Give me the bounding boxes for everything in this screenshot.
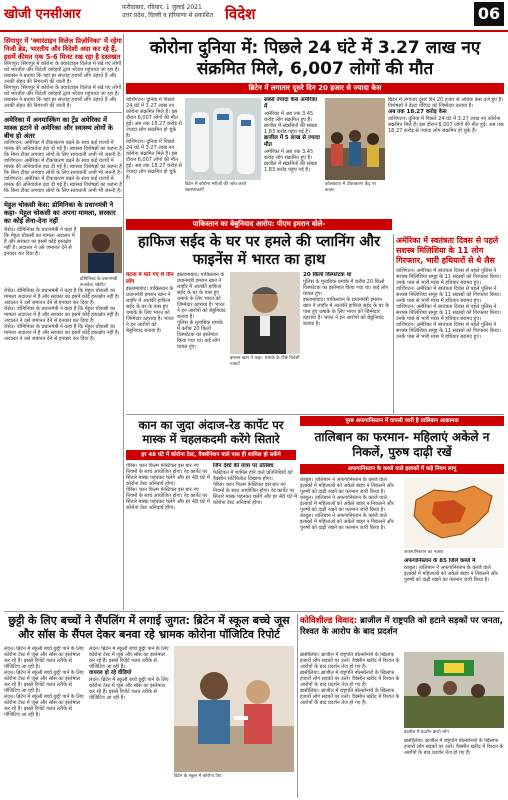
masthead (0, 0, 508, 32)
brazil-headline: ब्राजील में राष्ट्रपति को हटाने सड़कों पर जनता, रिश्वत के आरोप के बाद प्रदर्शन (300, 616, 503, 637)
militia-body-2: वाशिंगटन। अमेरिका में स्वतंत्रता दिवस से पहले पुलिस ने सशस्त्र मिलिशिया समूह के 11 सदस्यों को गिरफ्तार किया। उनके पास से भारी मात्रा में हथियार बरामद हुए। (396, 286, 501, 304)
cannes-bar: हर 48 घंटे में कोरोना टेस्ट, वैक्सीनेशन वाले पास ही शामिल हो सकेंगे (126, 450, 296, 460)
cannes-body-1: पेरिस। कान फिल्म फेस्टिवल इस बार नए नियमों के साथ आयोजित होगा। रेड कार्पेट पर सितारे मास्क पहनकर चलेंगे और हर 48 घंटे में कोरोना टेस्ट अनिवार्य होगा। (126, 463, 210, 487)
uk-school-body-2b: लंदन। ब्रिटेन में स्कूली बच्चे छुट्टी पाने के लिए कोरोना टेस्ट में जूस और सॉस का इस्तेमाल कर रहे हैं। इससे रिपोर्ट गलत तरीके से पॉजिटिव आ रही है। (89, 677, 169, 701)
corona-headline: कोरोना दुनिया में: पिछले 24 घंटे में 3.27 लाख नए संक्रमित मिले, 6,007 लोगों की मौत (149, 38, 481, 79)
afghanistan-map (404, 478, 504, 548)
corona-body-1b: वाशिंगटन। दुनिया में पिछले 24 घंटे में 3.27 लाख नए कोरोना संक्रमित मिले हैं। इस दौरान 6,007 लोगों की मौत हुई। अब तक 18.27 करोड़ से ज्यादा लोग संक्रमित हो चुके हैं। (126, 139, 182, 181)
total-subhead: अब तक 18.27 करोड़ केस (388, 109, 447, 115)
queue-photo-box (325, 98, 385, 180)
brazil-body-1: ब्रासीलिया। ब्राजील में राष्ट्रपति बोल्सोनारो के खिलाफ हजारों लोग सड़कों पर उतरे। वैक्सीन खरीद में रिश्वत के आरोपों के बाद प्रदर्शन तेज हो गए हैं। (300, 652, 400, 670)
corona-body-3: ब्रिटेन में लगातार दूसरे दिन 20 हजार से अधिक केस दर्ज हुए हैं। विशेषज्ञों ने डेल्टा वेरिएंट को जिम्मेदार बताया है। (388, 97, 504, 109)
hafiz-headline: हाफिज सईद के घर पर हमले की प्लानिंग और फाइनेंस में भारत का हाथ (137, 234, 381, 268)
militia-body-3: वाशिंगटन। अमेरिका में स्वतंत्रता दिवस से पहले पुलिस ने सशस्त्र मिलिशिया समूह के 11 सदस्यों को गिरफ्तार किया। उनके पास से भारी मात्रा में हथियार बरामद हुए। (396, 304, 501, 322)
queue-photo-caption: कोलकाता में टीकाकरण केंद्र पर कतार (325, 182, 377, 193)
pak-body-3b: इस्लामाबाद। पाकिस्तान के प्रधानमंत्री इमरान खान ने लाहौर में आतंकी हाफिज सईद के घर के पास हुए धमाके के लिए भारत को जिम्मेदार ठहराया है। भारत ने इन आरोपों को बेबुनियाद बताया है। (303, 297, 389, 327)
uk-school-subhead: वायरल हो रहे वीडियो (89, 670, 132, 676)
brazil-body-2: ब्रासीलिया। ब्राजील में राष्ट्रपति बोल्सोनारो के खिलाफ हजारों लोग सड़कों पर उतरे। वैक्सीन खरीद में रिश्वत के आरोपों के बाद प्रदर्शन तेज हो गए हैं। (404, 738, 504, 756)
newspaper-logo: खोजी एनसीआर (4, 7, 81, 22)
taliban-body-1: काबुल। तालिबान ने अफगानिस्तान के कब्जे वाले इलाकों में महिलाओं को अकेले बाहर न निकलने और पुरुषों को दाढ़ी रखने का फरमान जारी किया है। (300, 477, 394, 495)
cannes-col-2 (213, 463, 297, 609)
brazil-col-2 (404, 738, 504, 798)
pak-kicker: घटना में मारे गए थे तीन लोग (126, 272, 174, 285)
ppe-photo-caption: ब्रिटेन में कोरोना मरीजों की जांच करते स्वास्थ्यकर्मी (185, 182, 247, 193)
imran-khan-photo (230, 272, 300, 354)
pm-photo (80, 227, 122, 273)
imran-photo-box (230, 272, 300, 354)
choksi-body-2: रोसेउ। डोमिनिका के प्रधानमंत्री ने कहा है कि मेहुल चोकसी का मामला अदालत में है और सरकार का इसमें कोई हस्तक्षेप नहीं है। अदालत ने उसे जमानत देने से इनकार कर दिया है। (4, 288, 120, 306)
date-text: फरीदाबाद, रविवार, 1 जुलाई 2021 (122, 4, 202, 11)
pak-subhead: 20 किलो विस्फोटक था (303, 272, 352, 278)
cannes-col-1 (126, 463, 210, 609)
ppe-workers-photo (185, 98, 261, 180)
corona-body-2: अमेरिका में अब तक 3.45 करोड़ लोग संक्रमित हुए हैं। ब्राजील में संक्रमितों की संख्या 1.83 करोड़ पहुंच गई है। (264, 111, 318, 135)
us-mask-body-2: वाशिंगटन। अमेरिका में टीकाकरण बढ़ने के साथ कई राज्यों में मास्क की अनिवार्यता हटा दी गई है। स्वास्थ्य विशेषज्ञों का कहना है कि बिना टीका लगवाए लोगों के लिए सावधानी अभी भी जरूरी है। (4, 158, 122, 176)
choksi-headline: मेहुल चोकसी केस: डोमिनिका के प्रधानमंत्री ने कहा- मेहुल चोकसी का अपना मामला, सरकार का कोई लेना-देना नहीं (4, 201, 116, 225)
taliban-col-2 (404, 558, 504, 609)
taliban-body-2: काबुल। तालिबान ने अफगानिस्तान के कब्जे वाले इलाकों में महिलाओं को अकेले बाहर न निकलने और पुरुषों को दाढ़ी रखने का फरमान जारी किया है। (404, 565, 498, 583)
uk-school-body-1: लंदन। ब्रिटेन में स्कूली बच्चे छुट्टी पाने के लिए कोरोना टेस्ट में जूस और सॉस का इस्तेमाल कर रहे हैं। इससे रिपोर्ट गलत तरीके से पॉजिटिव आ रही है। (4, 646, 84, 670)
cannes-subhead: जिन देशों की यात्रा पर प्रतिबंध (213, 463, 274, 469)
divider (4, 197, 122, 198)
pak-col-2 (177, 272, 227, 412)
taliban-kicker: पूरब अफगानिस्तान में वापसी जारी है तालिबान आक्रामक (300, 416, 504, 426)
school-test-photo (174, 646, 294, 772)
left-column (4, 34, 122, 610)
us-mask-headline: अमेरिका में अनमास्किंग का ट्रेंड अमेरिका में मास्क हटाने से अमेरिका और स्वास्थ्य लोगों के बीच हो अंतर (4, 116, 114, 140)
brazil-kicker: कोविशील्ड विवाद: (300, 616, 358, 626)
pakistan-banner: पाकिस्तान का बेबुनियाद आरोप: पीएम इमरान बोले- (126, 219, 392, 230)
brazil-photo-caption: ब्राजील में प्रदर्शन करते लोग (404, 730, 449, 735)
taliban-body-1b: काबुल। तालिबान ने अफगानिस्तान के कब्जे वाले इलाकों में महिलाओं को अकेले बाहर न निकलने और पुरुषों को दाढ़ी रखने का फरमान जारी किया है। (300, 495, 394, 513)
brazil-body-1b: ब्रासीलिया। ब्राजील में राष्ट्रपति बोल्सोनारो के खिलाफ हजारों लोग सड़कों पर उतरे। वैक्सीन खरीद में रिश्वत के आरोपों के बाद प्रदर्शन तेज हो गए हैं। (300, 670, 400, 688)
divider (4, 112, 122, 113)
vaccine-queue-photo (325, 98, 385, 180)
militia-headline: अमेरिका में स्वतंत्रता दिवस से पहले सशस्त्र मिलिशिया के 11 लोग गिरफ्तार, भारी हथियारों से थे लैस (396, 236, 499, 265)
column-rule (393, 234, 394, 414)
uk-school-col-1 (4, 646, 86, 798)
school-photo-caption: ब्रिटेन के स्कूल में कोरोना टेस्ट (174, 774, 222, 779)
singapore-headline: सिंगापुर में 'क्वारंटाइन विलेज़ प्रिज़ोनिका' में रहेगा निजी ब्रेड, भारतीय और विदेशी अदा कर रहे हैं, इसमें कीमत एक 5-6 मिनट रख रहा है दस्तखत (4, 37, 122, 61)
school-photo-box (174, 646, 294, 772)
pak-col-3 (303, 272, 391, 412)
uk-school-body-1c: लंदन। ब्रिटेन में स्कूली बच्चे छुट्टी पाने के लिए कोरोना टेस्ट में जूस और सॉस का इस्तेमाल कर रहे हैं। इससे रिपोर्ट गलत तरीके से पॉजिटिव आ रही है। (4, 694, 84, 718)
corona-col-3 (388, 97, 504, 215)
uk-school-col-2 (89, 646, 171, 798)
pm-photo-box (80, 227, 122, 288)
taliban-col-1 (300, 477, 400, 609)
map-caption: अफगानिस्तान का नक्शा (404, 550, 444, 555)
uk-school-body-2: लंदन। ब्रिटेन में स्कूली बच्चे छुट्टी पाने के लिए कोरोना टेस्ट में जूस और सॉस का इस्तेमाल कर रहे हैं। इससे रिपोर्ट गलत तरीके से पॉजिटिव आ रही है। (89, 646, 169, 670)
usa-subhead: सबसे ज्यादा केस अमेरिका में (264, 97, 318, 110)
imran-photo-caption: इमरान खान ने कहा- धमाके के पीछे विदेशी ताकतें (230, 356, 300, 367)
us-mask-body-3: वाशिंगटन। अमेरिका में टीकाकरण बढ़ने के साथ कई राज्यों में मास्क की अनिवार्यता हटा दी गई है। स्वास्थ्य विशेषज्ञों का कहना है कि बिना टीका लगवाए लोगों के लिए सावधानी अभी भी जरूरी है। (4, 176, 122, 194)
singapore-body: सिंगापुर। सिंगापुर में कोरोना के क्वारंटाइन विलेज़ में रखे गए लोगों को भारतीय और विदेशी रसोइयों द्वारा भोजन पहुंचाया जा रहा है। प्रशासन ने बताया कि यहां हर सप्ताह हजारों लोग ठहरते हैं और उनकी सेहत की निगरानी की जाती है। (4, 61, 122, 85)
cannes-headline: कान का जुदा अंदाज-रेड कार्पेट पर मास्क में चहलकदमी करेंगे सितारे (138, 418, 284, 446)
brazil-headline-box (300, 616, 504, 638)
brazil-col-1 (300, 652, 400, 798)
page-number: 06 (474, 2, 504, 26)
choksi-body-4: रोसेउ। डोमिनिका के प्रधानमंत्री ने कहा है कि मेहुल चोकसी का मामला अदालत में है और सरकार का इसमें कोई हस्तक्षेप नहीं है। अदालत ने उसे जमानत देने से इनकार कर दिया है। (4, 324, 120, 342)
pak-body-2: इस्लामाबाद। पाकिस्तान के प्रधानमंत्री इमरान खान ने लाहौर में आतंकी हाफिज सईद के घर के पास हुए धमाके के लिए भारत को जिम्मेदार ठहराया है। भारत ने इन आरोपों को बेबुनियाद बताया है। (177, 272, 226, 320)
militia-story (396, 236, 504, 414)
corona-body-1: वाशिंगटन। दुनिया में पिछले 24 घंटे में 3.27 लाख नए कोरोना संक्रमित मिले हैं। इस दौरान 6,007 लोगों की मौत हुई। अब तक 18.27 करोड़ से ज्यादा लोग संक्रमित हो चुके हैं। (126, 97, 182, 139)
taliban-headline: तालिबान का फरमान- महिलाएं अकेले न निकलें, पुरुष दाढ़ी रखें (314, 430, 490, 459)
militia-body-4: वाशिंगटन। अमेरिका में स्वतंत्रता दिवस से पहले पुलिस ने सशस्त्र मिलिशिया समूह के 11 सदस्यों को गिरफ्तार किया। उनके पास से भारी मात्रा में हथियार बरामद हुए। (396, 322, 501, 340)
taliban-body-1c: काबुल। तालिबान ने अफगानिस्तान के कब्जे वाले इलाकों में महिलाओं को अकेले बाहर न निकलने और पुरुषों को दाढ़ी रखने का फरमान जारी किया है। (300, 513, 394, 531)
cannes-body-1b: पेरिस। कान फिल्म फेस्टिवल इस बार नए नियमों के साथ आयोजित होगा। रेड कार्पेट पर सितारे मास्क पहनकर चलेंगे और हर 48 घंटे में कोरोना टेस्ट अनिवार्य होगा। (126, 487, 210, 511)
pak-body-2b: पुलिस के मुताबिक धमाके में करीब 20 किलो विस्फोटक का इस्तेमाल किया गया था। कई लोग घायल हुए। (177, 320, 223, 350)
brazil-photo-box (404, 652, 504, 728)
section-rule (4, 611, 504, 612)
corona-body-2b: अमेरिका में अब तक 3.45 करोड़ लोग संक्रमित हुए हैं। ब्राजील में संक्रमितों की संख्या 1.83 करोड़ पहुंच गई है। (264, 149, 318, 173)
column-rule (297, 614, 298, 798)
singapore-body-2: सिंगापुर। सिंगापुर में कोरोना के क्वारंटाइन विलेज़ में रखे गए लोगों को भारतीय और विदेशी रसोइयों द्वारा भोजन पहुंचाया जा रहा है। प्रशासन ने बताया कि यहां हर सप्ताह हजारों लोग ठहरते हैं और उनकी सेहत की निगरानी की जाती है। (4, 85, 122, 109)
militia-body: वाशिंगटन। अमेरिका में स्वतंत्रता दिवस से पहले पुलिस ने सशस्त्र मिलिशिया समूह के 11 सदस्यों को गिरफ्तार किया। उनके पास से भारी मात्रा में हथियार बरामद हुए। (396, 268, 501, 286)
uk-school-body-1b: लंदन। ब्रिटेन में स्कूली बच्चे छुट्टी पाने के लिए कोरोना टेस्ट में जूस और सॉस का इस्तेमाल कर रहे हैं। इससे रिपोर्ट गलत तरीके से पॉजिटिव आ रही है। (4, 670, 84, 694)
brazil-body-1c: ब्रासीलिया। ब्राजील में राष्ट्रपति बोल्सोनारो के खिलाफ हजारों लोग सड़कों पर उतरे। वैक्सीन खरीद में रिश्वत के आरोपों के बाद प्रदर्शन तेज हो गए हैं। (300, 688, 400, 706)
corona-col-1 (126, 97, 182, 215)
cannes-body-2: फेस्टिवल में शामिल होने वाले प्रतिनिधियों को वैक्सीन सर्टिफिकेट दिखाना होगा। (213, 470, 293, 482)
publication-text: उत्तर प्रदेश, दिल्ली व हरियाणा से प्रकाशित (122, 12, 214, 19)
section-rule (126, 414, 504, 415)
corona-col-2 (264, 97, 322, 215)
taliban-subbar: अफगानिस्तान के कब्जे वाले इलाकों में कड़े नियम लागू (300, 464, 504, 474)
taliban-subhead: अफगानिस्तान के 85 जिले कब्जे में (404, 558, 476, 564)
corona-body-3b: वाशिंगटन। दुनिया में पिछले 24 घंटे में 3.27 लाख नए कोरोना संक्रमित मिले हैं। इस दौरान 6,007 लोगों की मौत हुई। अब तक 18.27 करोड़ से ज्यादा लोग संक्रमित हो चुके हैं। (388, 116, 504, 134)
choksi-text (4, 227, 77, 288)
choksi-body: रोसेउ। डोमिनिका के प्रधानमंत्री ने कहा है कि मेहुल चोकसी का मामला अदालत में है और सरकार का इसमें कोई हस्तक्षेप नहीं है। अदालत ने उसे जमानत देने से इनकार कर दिया है। (4, 227, 77, 257)
brazil-subhead: ब्राजील में 5 लाख से ज्यादा मौत (264, 135, 320, 148)
dateline (122, 4, 213, 20)
pak-col-1 (126, 272, 174, 412)
section-title: विदेश (225, 5, 256, 23)
pak-body-3: पुलिस के मुताबिक धमाके में करीब 20 किलो विस्फोटक का इस्तेमाल किया गया था। कई लोग घायल हुए। (303, 279, 389, 297)
choksi-row (4, 227, 122, 288)
uk-case-bar: ब्रिटेन में लगातार दूसरे दिन 20 हजार से ज्यादा केस (126, 83, 504, 94)
brazil-protest-photo (404, 652, 504, 728)
pm-photo-caption: डोमिनिका के प्रधानमंत्री रूजवेल्ट स्केरिट (80, 277, 118, 288)
column-rule (123, 34, 124, 610)
pak-body-1: इस्लामाबाद। पाकिस्तान के प्रधानमंत्री इमरान खान ने लाहौर में आतंकी हाफिज सईद के घर के पास हुए धमाके के लिए भारत को जिम्मेदार ठहराया है। भारत ने इन आरोपों को बेबुनियाद बताया है। (126, 286, 174, 334)
cannes-body-2b: पेरिस। कान फिल्म फेस्टिवल इस बार नए नियमों के साथ आयोजित होगा। रेड कार्पेट पर सितारे मास्क पहनकर चलेंगे और हर 48 घंटे में कोरोना टेस्ट अनिवार्य होगा। (213, 482, 297, 506)
choksi-body-3: रोसेउ। डोमिनिका के प्रधानमंत्री ने कहा है कि मेहुल चोकसी का मामला अदालत में है और सरकार का इसमें कोई हस्तक्षेप नहीं है। अदालत ने उसे जमानत देने से इनकार कर दिया है। (4, 306, 120, 324)
afghan-map-box (404, 478, 504, 548)
uk-school-headline: छुट्टी के लिए बच्चों ने सैंपलिंग में लगाई जुगत: ब्रिटेन में स्कूल बच्चे जूस और सॉस के सैंपल देकर बनवा रहे भ्रामक कोरोना पॉजिटिव रिपोर्ट (8, 614, 290, 641)
us-mask-body: वाशिंगटन। अमेरिका में टीकाकरण बढ़ने के साथ कई राज्यों में मास्क की अनिवार्यता हटा दी गई है। स्वास्थ्य विशेषज्ञों का कहना है कि बिना टीका लगवाए लोगों के लिए सावधानी अभी भी जरूरी है। (4, 140, 122, 158)
ppe-photo-box (185, 98, 261, 180)
